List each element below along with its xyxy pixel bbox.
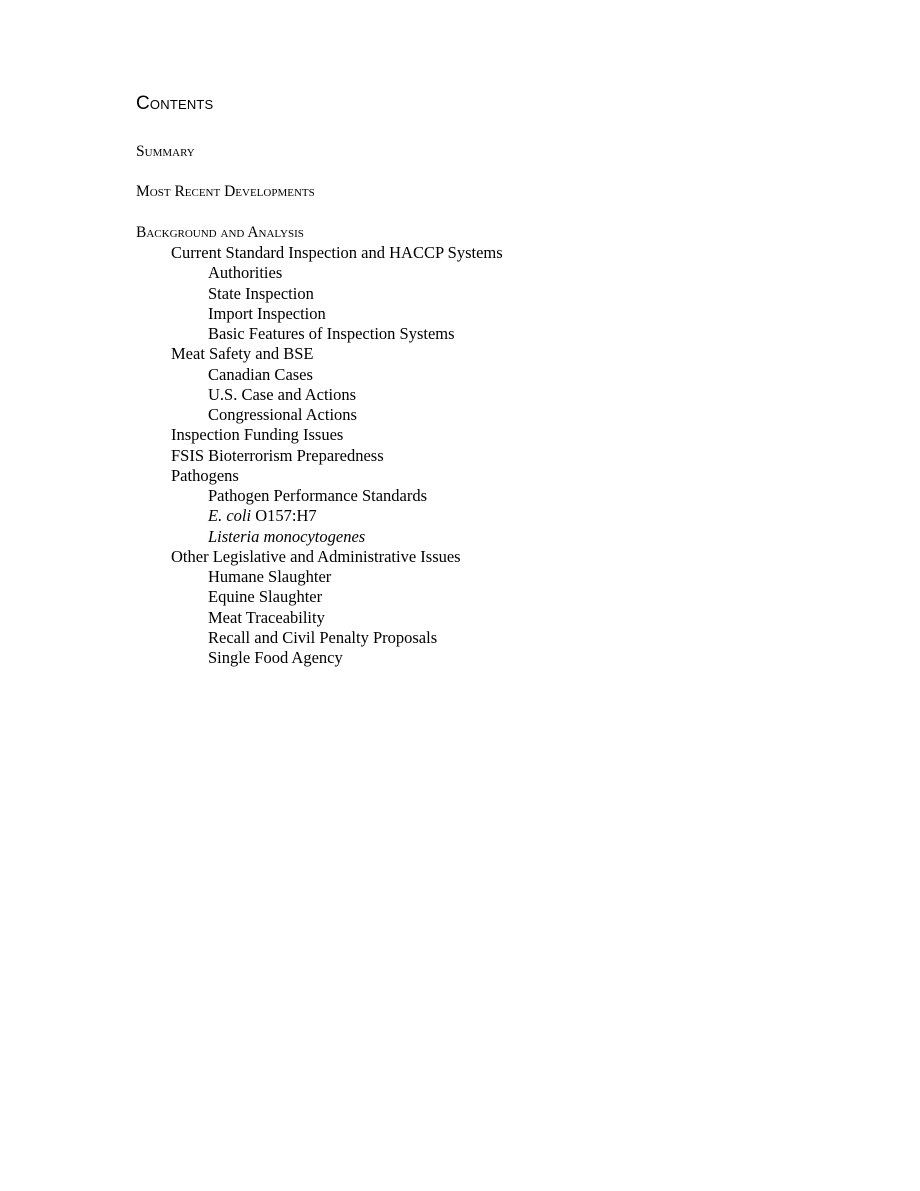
toc-entry-equine-slaughter[interactable]: Equine Slaughter xyxy=(208,587,323,607)
toc-entry-single-agency[interactable]: Single Food Agency xyxy=(208,648,343,667)
toc-entry-meat-safety-bse[interactable]: Meat Safety and BSE xyxy=(171,344,314,364)
toc-entry-bioterrorism[interactable]: FSIS Bioterrorism Preparedness xyxy=(171,445,384,465)
toc-entry-current-systems[interactable]: Current Standard Inspection and HACCP Systems xyxy=(171,243,503,262)
toc-entry-listeria[interactable]: Listeria monocytogenes xyxy=(208,526,366,546)
toc-entry-other-issues[interactable]: Other Legislative and Administrative Issues xyxy=(171,546,461,566)
toc-entry-canadian-cases[interactable]: Canadian Cases xyxy=(208,364,313,384)
ecoli-strain-text: O157:H7 xyxy=(251,506,317,526)
contents-heading: Contents xyxy=(136,93,214,114)
toc-entry-congressional-actions[interactable]: Congressional Actions xyxy=(208,405,357,424)
toc-section-recent-developments[interactable]: Most Recent Developments xyxy=(136,183,315,200)
ecoli-italic-text: E. coli xyxy=(208,506,252,526)
toc-section-summary[interactable]: Summary xyxy=(136,143,195,160)
toc-entry-import-inspection[interactable]: Import Inspection xyxy=(208,303,326,323)
toc-entry-performance-standards[interactable]: Pathogen Performance Standards xyxy=(208,486,428,505)
toc-entry-pathogens[interactable]: Pathogens xyxy=(171,465,239,485)
toc-entry-ecoli[interactable] xyxy=(136,506,503,526)
toc-list xyxy=(136,243,503,668)
toc-entry-state-inspection[interactable]: State Inspection xyxy=(208,283,314,303)
toc-section-background-analysis[interactable]: Background and Analysis xyxy=(136,224,304,241)
toc-entry-humane-slaughter[interactable]: Humane Slaughter xyxy=(208,567,332,586)
toc-entry-traceability[interactable]: Meat Traceability xyxy=(208,607,325,627)
toc-entry-us-case-actions[interactable]: U.S. Case and Actions xyxy=(208,384,357,404)
toc-entry-basic-features[interactable]: Basic Features of Inspection Systems xyxy=(208,324,455,343)
toc-entry-recall-penalty[interactable]: Recall and Civil Penalty Proposals xyxy=(208,627,438,647)
toc-entry-authorities[interactable]: Authorities xyxy=(208,263,283,283)
toc-entry-funding-issues[interactable]: Inspection Funding Issues xyxy=(171,425,344,445)
